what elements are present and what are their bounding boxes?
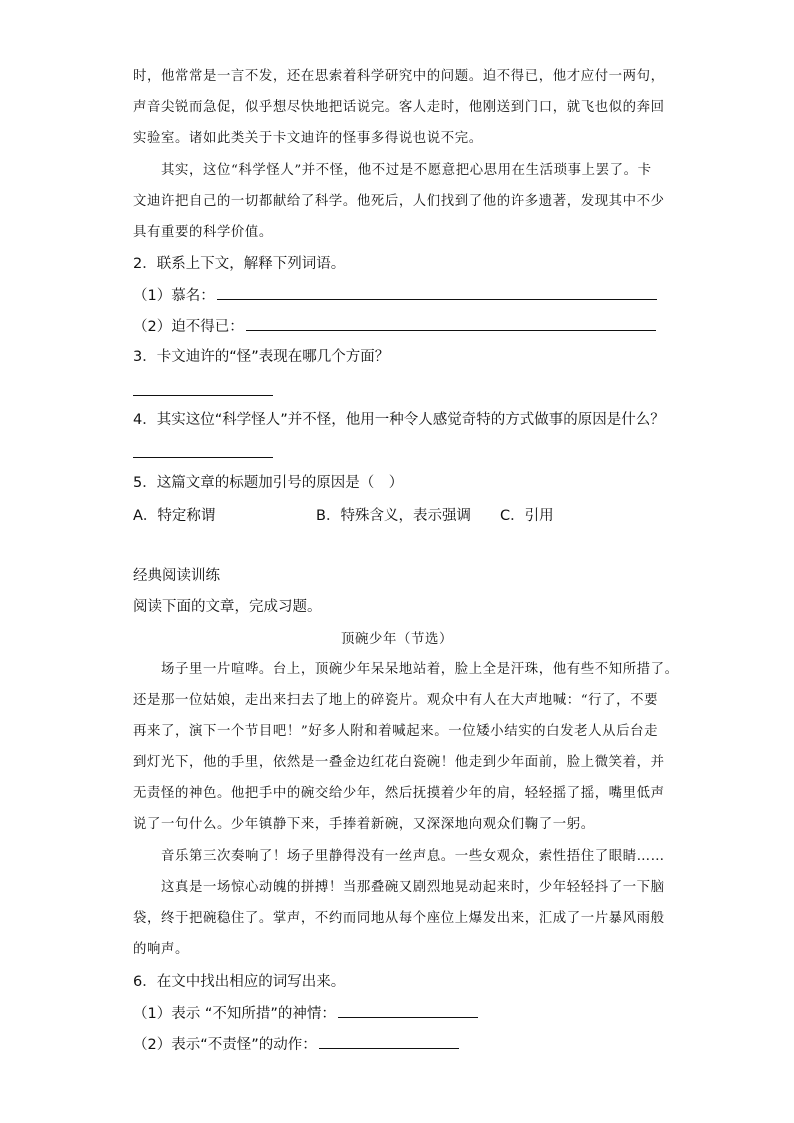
article-title: 顶碗少年（节选） [341,632,453,647]
option-b[interactable]: B．特殊含义，表示强调 [316,508,471,524]
passage2-line-10: 的响声。 [133,942,189,957]
question-2-item-1-label: （1）慕名： [133,288,215,304]
question-6-item-1 [133,1003,478,1024]
answer-blank-q4[interactable] [133,457,273,458]
question-6-item-2-label: （2）表示“不责怪”的动作： [133,1037,317,1053]
passage1-line-3: 实验室。诸如此类关于卡文迪许的怪事多得说也说不完。 [133,131,483,146]
passage1-line-2: 声音尖锐而急促，似乎想尽快地把话说完。客人走时，他刚送到门口，就飞也似的奔回 [133,100,665,115]
passage2-line-6: 说了一句什么。少年镇静下来，手捧着新碗，又深深地向观众们鞠了一躬。 [133,817,595,832]
question-6-prompt: 6．在文中找出相应的词写出来。 [133,974,346,990]
passage2-line-5: 无责怪的神色。他把手中的碗交给少年，然后抚摸着少年的肩，轻轻摇了摇，嘴里低声 [133,786,665,801]
option-a[interactable]: A．特定称谓 [133,508,216,524]
passage2-line-8: 这真是一场惊心动魄的拼搏！当那叠碗又剧烈地晃动起来时，少年轻轻抖了一下脑 [161,880,665,895]
answer-blank-q6-2[interactable] [319,1034,459,1049]
answer-blank-q2-2[interactable] [246,316,656,331]
passage2-line-2: 还是那一位姑娘，走出来扫去了地上的碎瓷片。观众中有人在大声地喊：“行了，不要 [133,693,659,708]
passage1-line-1: 时，他常常是一言不发，还在思索着科学研究中的问题。迫不得已，他才应付一两句， [133,69,665,84]
passage2-line-9: 袋，终于把碗稳住了。掌声，不约而同地从每个座位上爆发出来，汇成了一片暴风雨般 [133,911,665,926]
passage2-line-7: 音乐第三次奏响了！场子里静得没有一丝声息。一些女观众，索性捂住了眼睛…… [161,849,665,864]
question-6-item-2 [133,1034,459,1055]
passage2-line-4: 到灯光下，他的手里，依然是一叠金边红花白瓷碗！他走到少年面前，脸上微笑着，并 [133,755,665,770]
question-4-prompt: 4．其实这位“科学怪人”并不怪，他用一种令人感觉奇特的方式做事的原因是什么？ [133,412,665,428]
answer-blank-q2-1[interactable] [217,285,657,300]
section-instruction: 阅读下面的文章，完成习题。 [133,599,322,615]
question-5-prompt: 5．这篇文章的标题加引号的原因是（ ） [133,475,404,491]
question-2-item-2 [133,316,656,337]
question-2-item-1 [133,285,657,306]
question-2-item-2-label: （2）迫不得已： [133,319,244,335]
answer-blank-q3[interactable] [133,395,273,396]
question-2-prompt: 2．联系上下文，解释下列词语。 [133,256,346,272]
question-3-prompt: 3．卡文迪许的“怪”表现在哪几个方面？ [133,349,390,365]
section-heading: 经典阅读训练 [133,568,220,584]
option-c[interactable]: C．引用 [500,508,554,524]
passage1-line-4: 其实，这位“科学怪人”并不怪，他不过是不愿意把心思用在生活琐事上罢了。卡 [161,163,652,178]
answer-blank-q6-1[interactable] [338,1003,478,1018]
passage1-line-6: 具有重要的科学价值。 [133,225,273,240]
passage2-line-3: 再来了，演下一个节目吧！”好多人附和着喊起来。一位矮小结实的白发老人从后台走 [133,724,659,739]
question-6-item-1-label: （1）表示 “不知所措”的神情： [133,1006,336,1022]
passage2-line-1: 场子里一片喧哗。台上，顶碗少年呆呆地站着，脸上全是汗珠，他有些不知所措了。 [161,662,679,677]
passage1-line-5: 文迪许把自己的一切都献给了科学。他死后，人们找到了他的许多遗著，发现其中不少 [133,194,665,209]
